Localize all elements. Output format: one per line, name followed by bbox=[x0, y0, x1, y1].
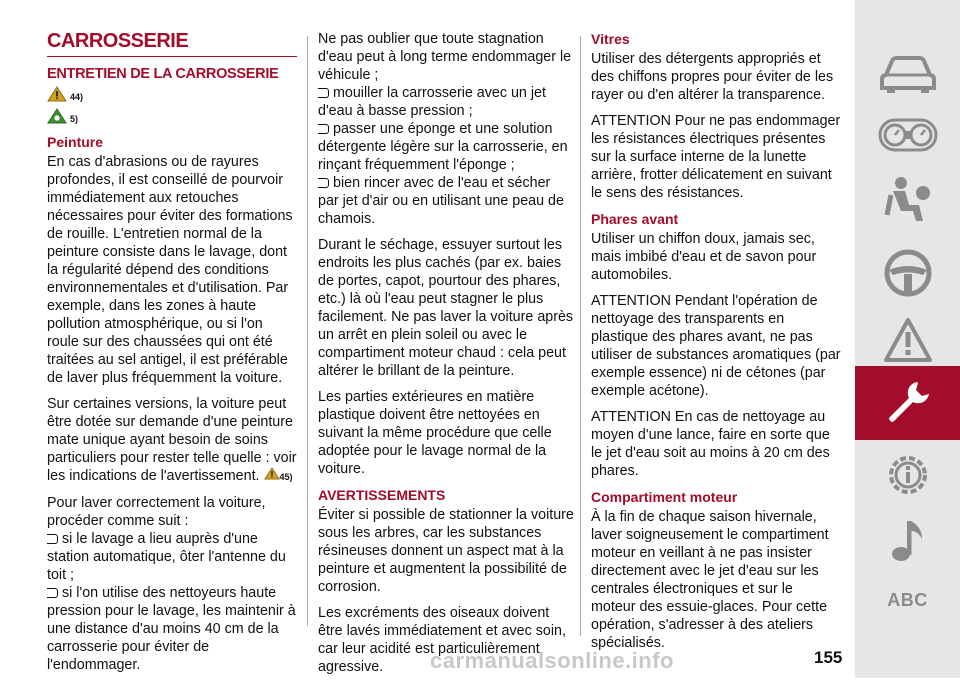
warning-reference[interactable] bbox=[47, 89, 297, 105]
subsection-title: ENTRETIEN DE LA CARROSSERIE bbox=[47, 66, 279, 82]
bullet-icon bbox=[47, 588, 58, 598]
inline-warning-reference[interactable] bbox=[264, 472, 293, 482]
bullet-icon bbox=[318, 178, 329, 188]
environment-reference-number: 5) bbox=[70, 114, 79, 124]
paragraph: ATTENTION Pour ne pas endommager les résistances électriques présentes sur la surface interne de la lunette arrière, frotter délicatement en suivant le sens des résistances. bbox=[591, 113, 841, 201]
warning-triangle-icon bbox=[264, 467, 280, 480]
paragraph: Ne pas oublier que toute stagnation d'eau peut à long terme endommager le véhicule ; bbox=[318, 31, 572, 83]
compartiment-moteur-heading: Compartiment moteur bbox=[591, 489, 738, 505]
list-item bbox=[318, 84, 574, 120]
vitres-heading: Vitres bbox=[591, 31, 630, 47]
warning-triangle-icon[interactable] bbox=[855, 315, 960, 365]
chapter-sidebar bbox=[855, 0, 960, 678]
watermark: carmanualsonline.info bbox=[430, 648, 674, 673]
paragraph: En cas d'abrasions ou de rayures profondes, il est conseillé de pourvoir immédiatement aux retouches nécessaires pour éviter des formations de rouille. L'entretien normal de la peinture consiste dans le lavage, dont la régularité dépend des conditions environnementales et d'utilisation. Par exemple, dans les zones à haute pollution atmosphérique, ou si l'on roule sur des chaussées qui ont été traitées au sel antigel, il est préférable de laver plus fréquemment la voiture. bbox=[47, 154, 293, 386]
paragraph: Les parties extérieures en matière plastique doivent être nettoyées en suivant la même procédure que celle adoptée pour le lavage normal de la voiture. bbox=[318, 389, 552, 477]
peinture-heading: Peinture bbox=[47, 134, 104, 150]
gear-info-icon[interactable] bbox=[855, 450, 960, 500]
bullet-icon bbox=[47, 534, 58, 544]
paragraph: Utiliser des détergents appropriés et des chiffons propres pour éviter de les rayer ou d'en altérer la transparence. bbox=[591, 51, 834, 103]
airbag-person-icon[interactable] bbox=[855, 175, 960, 225]
warning-triangle-icon bbox=[47, 86, 67, 108]
list-item-text: passer une éponge et une solution détergente légère sur la carrosserie, en rinçant fréquemment l'éponge ; bbox=[318, 121, 568, 173]
paragraph: Les excréments des oiseaux doivent être lavés immédiatement et avec soin, car leur acidité est particulièrement agressive. bbox=[318, 605, 566, 675]
paragraph: Éviter si possible de stationner la voiture sous les arbres, car les substances résineuses donnent un aspect mat à la peinture et augmentent la possibilité de corrosion. bbox=[318, 507, 574, 595]
column-divider bbox=[307, 36, 308, 626]
music-note-icon[interactable] bbox=[855, 515, 960, 565]
bullet-icon bbox=[318, 88, 329, 98]
car-icon[interactable] bbox=[855, 48, 960, 98]
paragraph: Durant le séchage, essuyer surtout les endroits les plus cachés (par ex. baies de portes, capot, pourtour des phares, etc.) là où l'eau peut stagner le plus facilement. Ne pas laver la voiture après un arrêt en plein soleil ou avec le compartiment moteur chaud : cela peut altérer le brillant de la peinture. bbox=[318, 237, 574, 379]
list-item-text: si l'on utilise des nettoyeurs haute pression pour le lavage, les maintenir à une distance d'au moins 40 cm de la carrosserie pour éviter de l'endommager. bbox=[47, 585, 296, 673]
steering-wheel-icon[interactable] bbox=[855, 248, 960, 298]
list-item-text: si le lavage a lieu auprès d'une station automatique, ôter l'antenne du toit ; bbox=[47, 531, 286, 583]
list-item bbox=[47, 584, 297, 674]
paragraph: À la fin de chaque saison hivernale, laver soigneusement le compartiment moteur en veillant à ne pas insister directement avec le jet d'eau sur les centrales électroniques et sur le moteur des essuie-glaces. Pour cette opération, s'adresser à des ateliers spécialisés. bbox=[591, 509, 829, 651]
inline-reference-number: 45) bbox=[279, 472, 293, 482]
paragraph: Pour laver correctement la voiture, procéder comme suit : bbox=[47, 495, 266, 529]
list-item bbox=[47, 530, 297, 584]
column-2 bbox=[318, 30, 574, 684]
page-number: 155 bbox=[814, 648, 843, 667]
section-title: CARROSSERIE bbox=[47, 30, 189, 52]
list-item-text: mouiller la carrosserie avec un jet d'eau à basse pression ; bbox=[318, 85, 546, 119]
gauge-icon[interactable] bbox=[855, 115, 960, 155]
warning-reference-number: 44) bbox=[70, 92, 84, 102]
column-divider bbox=[580, 36, 581, 636]
avertissements-heading: AVERTISSEMENTS bbox=[318, 487, 446, 503]
paragraph bbox=[47, 395, 297, 486]
environment-triangle-icon bbox=[47, 108, 67, 130]
paragraph: Utiliser un chiffon doux, jamais sec, mais imbibé d'eau et de savon pour automobiles. bbox=[591, 231, 817, 283]
list-item-text: bien rincer avec de l'eau et sécher par jet d'air ou en utilisant une peau de chamois. bbox=[318, 175, 564, 227]
bullet-icon bbox=[318, 124, 329, 134]
column-1 bbox=[47, 30, 297, 674]
environment-reference[interactable] bbox=[47, 111, 297, 127]
phares-heading: Phares avant bbox=[591, 211, 679, 227]
abc-icon[interactable]: ABC bbox=[887, 589, 928, 610]
paragraph-text: Sur certaines versions, la voiture peut être dotée sur demande d'une peinture mate unique ayant besoin de soins particuliers pour rester telle quelle : voir les indications de l'avertissement. bbox=[47, 396, 297, 484]
paragraph: ATTENTION En cas de nettoyage au moyen d'une lance, faire en sorte que le jet d'eau soit au moins à 20 cm des phares. bbox=[591, 409, 830, 479]
column-3 bbox=[591, 30, 841, 660]
title-rule bbox=[47, 56, 297, 57]
wrench-icon[interactable] bbox=[855, 376, 960, 430]
list-item bbox=[318, 120, 574, 174]
paragraph: ATTENTION Pendant l'opération de nettoyage des transparents en plastique des phares avant, ne pas utiliser de substances aromatiques (par exemple essence) ni de cétones (par exemple acétone). bbox=[591, 293, 841, 399]
list-item bbox=[318, 174, 574, 228]
